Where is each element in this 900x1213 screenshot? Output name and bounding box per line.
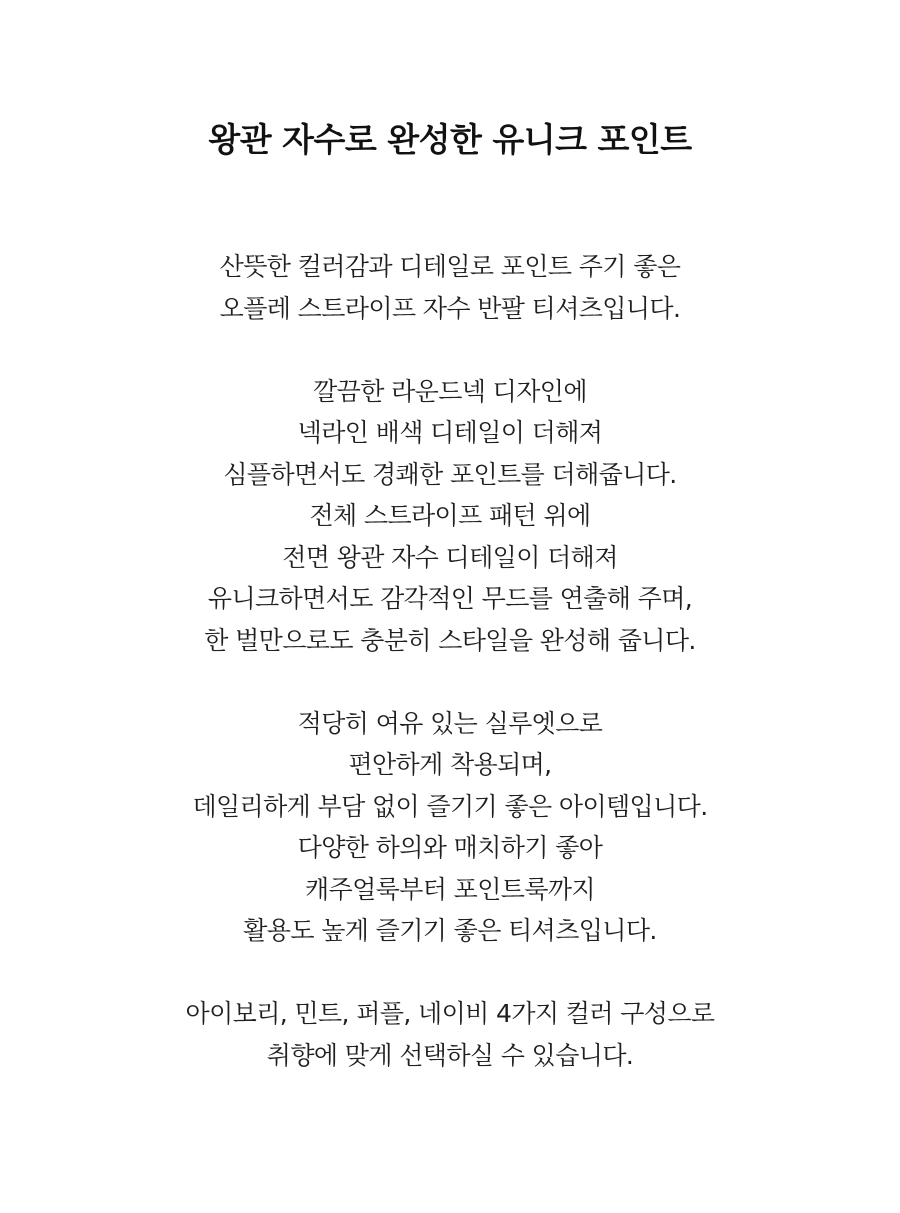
text-line: 적당히 여유 있는 실루엣으로 <box>297 708 603 738</box>
section-title: 왕관 자수로 완성한 유니크 포인트 <box>208 120 692 159</box>
text-line: 한 벌만으로도 충분히 스타일을 완성해 줍니다. <box>204 625 696 655</box>
text-line: 아이보리, 민트, 퍼플, 네이비 4가지 컬러 구성으로 <box>185 999 715 1028</box>
paragraph-design <box>0 371 900 662</box>
text-line: 심플하면서도 경쾌한 포인트를 더해줍니다. <box>223 459 677 489</box>
text-line: 편안하게 착용되며, <box>348 750 552 779</box>
text-line: 유니크하면서도 감각적인 무드를 연출해 주며, <box>207 584 693 613</box>
text-line: 넥라인 배색 디테일이 더해져 <box>297 418 603 447</box>
paragraph-intro <box>0 246 900 329</box>
text-line: 취향에 맞게 선택하실 수 있습니다. <box>266 1040 634 1070</box>
text-line: 활용도 높게 즐기기 좋은 티셔츠입니다. <box>243 916 657 945</box>
text-line: 오플레 스트라이프 자수 반팔 티셔츠입니다. <box>219 293 681 323</box>
text-line: 캐주얼룩부터 포인트룩까지 <box>305 874 595 904</box>
text-line: 전면 왕관 자수 디테일이 더해져 <box>282 542 618 572</box>
text-line: 전체 스트라이프 패턴 위에 <box>309 501 591 530</box>
text-line: 산뜻한 컬러감과 디테일로 포인트 주기 좋은 <box>219 252 681 281</box>
text-line: 다양한 하의와 매치하기 좋아 <box>297 833 603 862</box>
paragraph-colors <box>0 993 900 1076</box>
paragraph-fit <box>0 703 900 952</box>
description-body <box>0 246 900 1118</box>
text-line: 깔끔한 라운드넥 디자인에 <box>313 376 587 406</box>
text-line: 데일리하게 부담 없이 즐기기 좋은 아이템입니다. <box>192 791 708 821</box>
